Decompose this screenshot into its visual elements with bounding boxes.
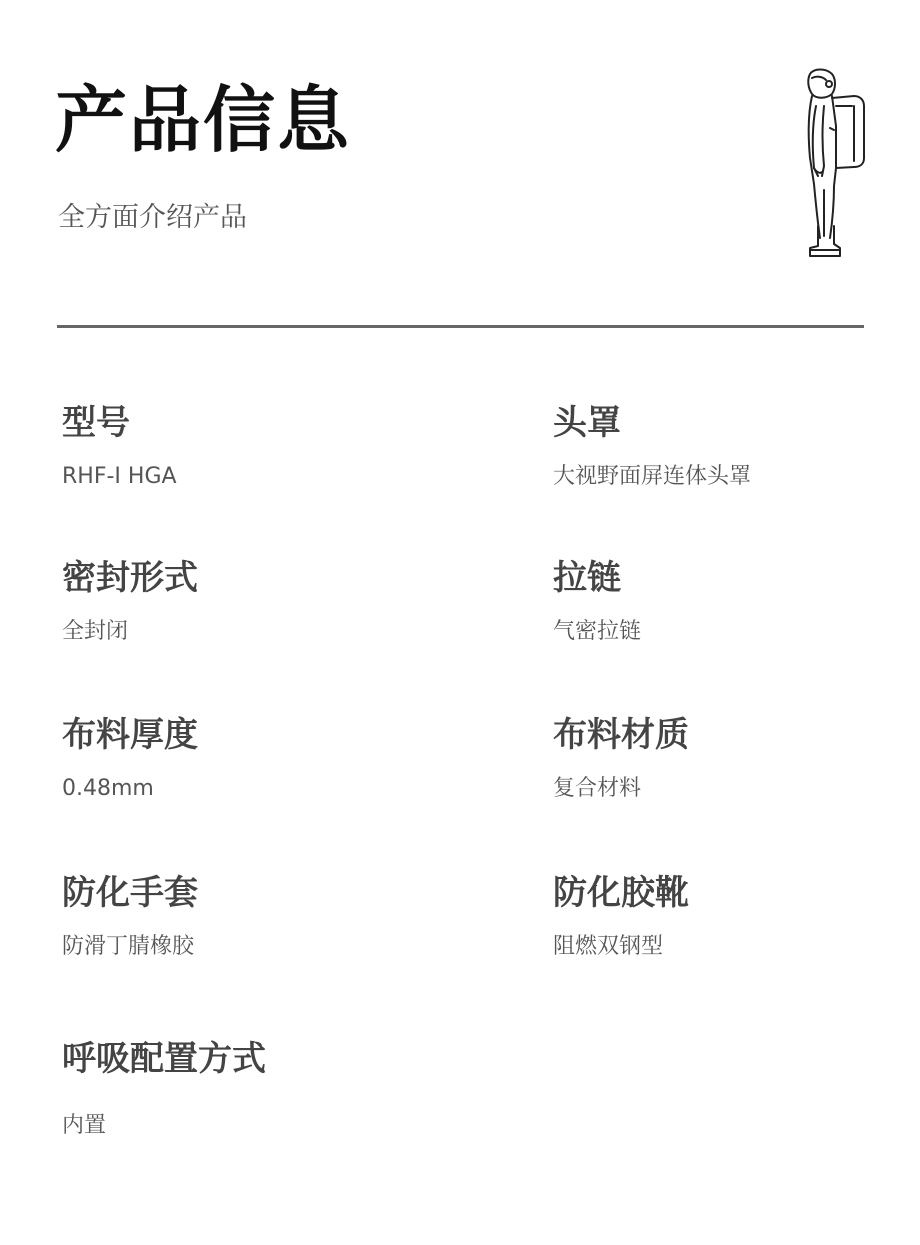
spec-gloves: [62, 873, 392, 959]
spec-value: 阻燃双钢型: [553, 934, 664, 959]
spec-material: [553, 715, 883, 801]
spec-label: 布料材质: [553, 715, 689, 755]
spec-thickness: [62, 715, 392, 801]
spec-value: 大视野面屏连体头罩: [553, 464, 752, 489]
spec-value: 内置: [62, 1113, 107, 1138]
spec-value: 防滑丁腈橡胶: [62, 934, 195, 959]
spec-zipper: [553, 558, 883, 644]
spec-value: 全封闭: [62, 619, 129, 644]
spec-label: 型号: [62, 403, 130, 443]
spec-label: 头罩: [553, 403, 621, 443]
spec-label: 拉链: [553, 558, 621, 598]
page-title: 产品信息: [55, 78, 352, 162]
page-subtitle: 全方面介绍产品: [58, 202, 247, 233]
spec-value: RHF-I HGA: [62, 464, 177, 489]
spec-label: 呼吸配置方式: [62, 1039, 266, 1079]
spec-boots: [553, 873, 883, 959]
spec-model: [62, 403, 392, 489]
spec-value: 0.48mm: [62, 776, 154, 801]
spec-seal: [62, 558, 392, 644]
spec-label: 防化手套: [62, 873, 198, 913]
hazmat-suit-figure-icon: [796, 66, 876, 262]
spec-hood: [553, 403, 883, 489]
spec-label: 密封形式: [62, 558, 198, 598]
spec-label: 布料厚度: [62, 715, 198, 755]
spec-value: 复合材料: [553, 776, 642, 801]
section-divider: [57, 325, 864, 328]
spec-breathing: [62, 1039, 392, 1138]
spec-label: 防化胶靴: [553, 873, 689, 913]
spec-value: 气密拉链: [553, 619, 642, 644]
